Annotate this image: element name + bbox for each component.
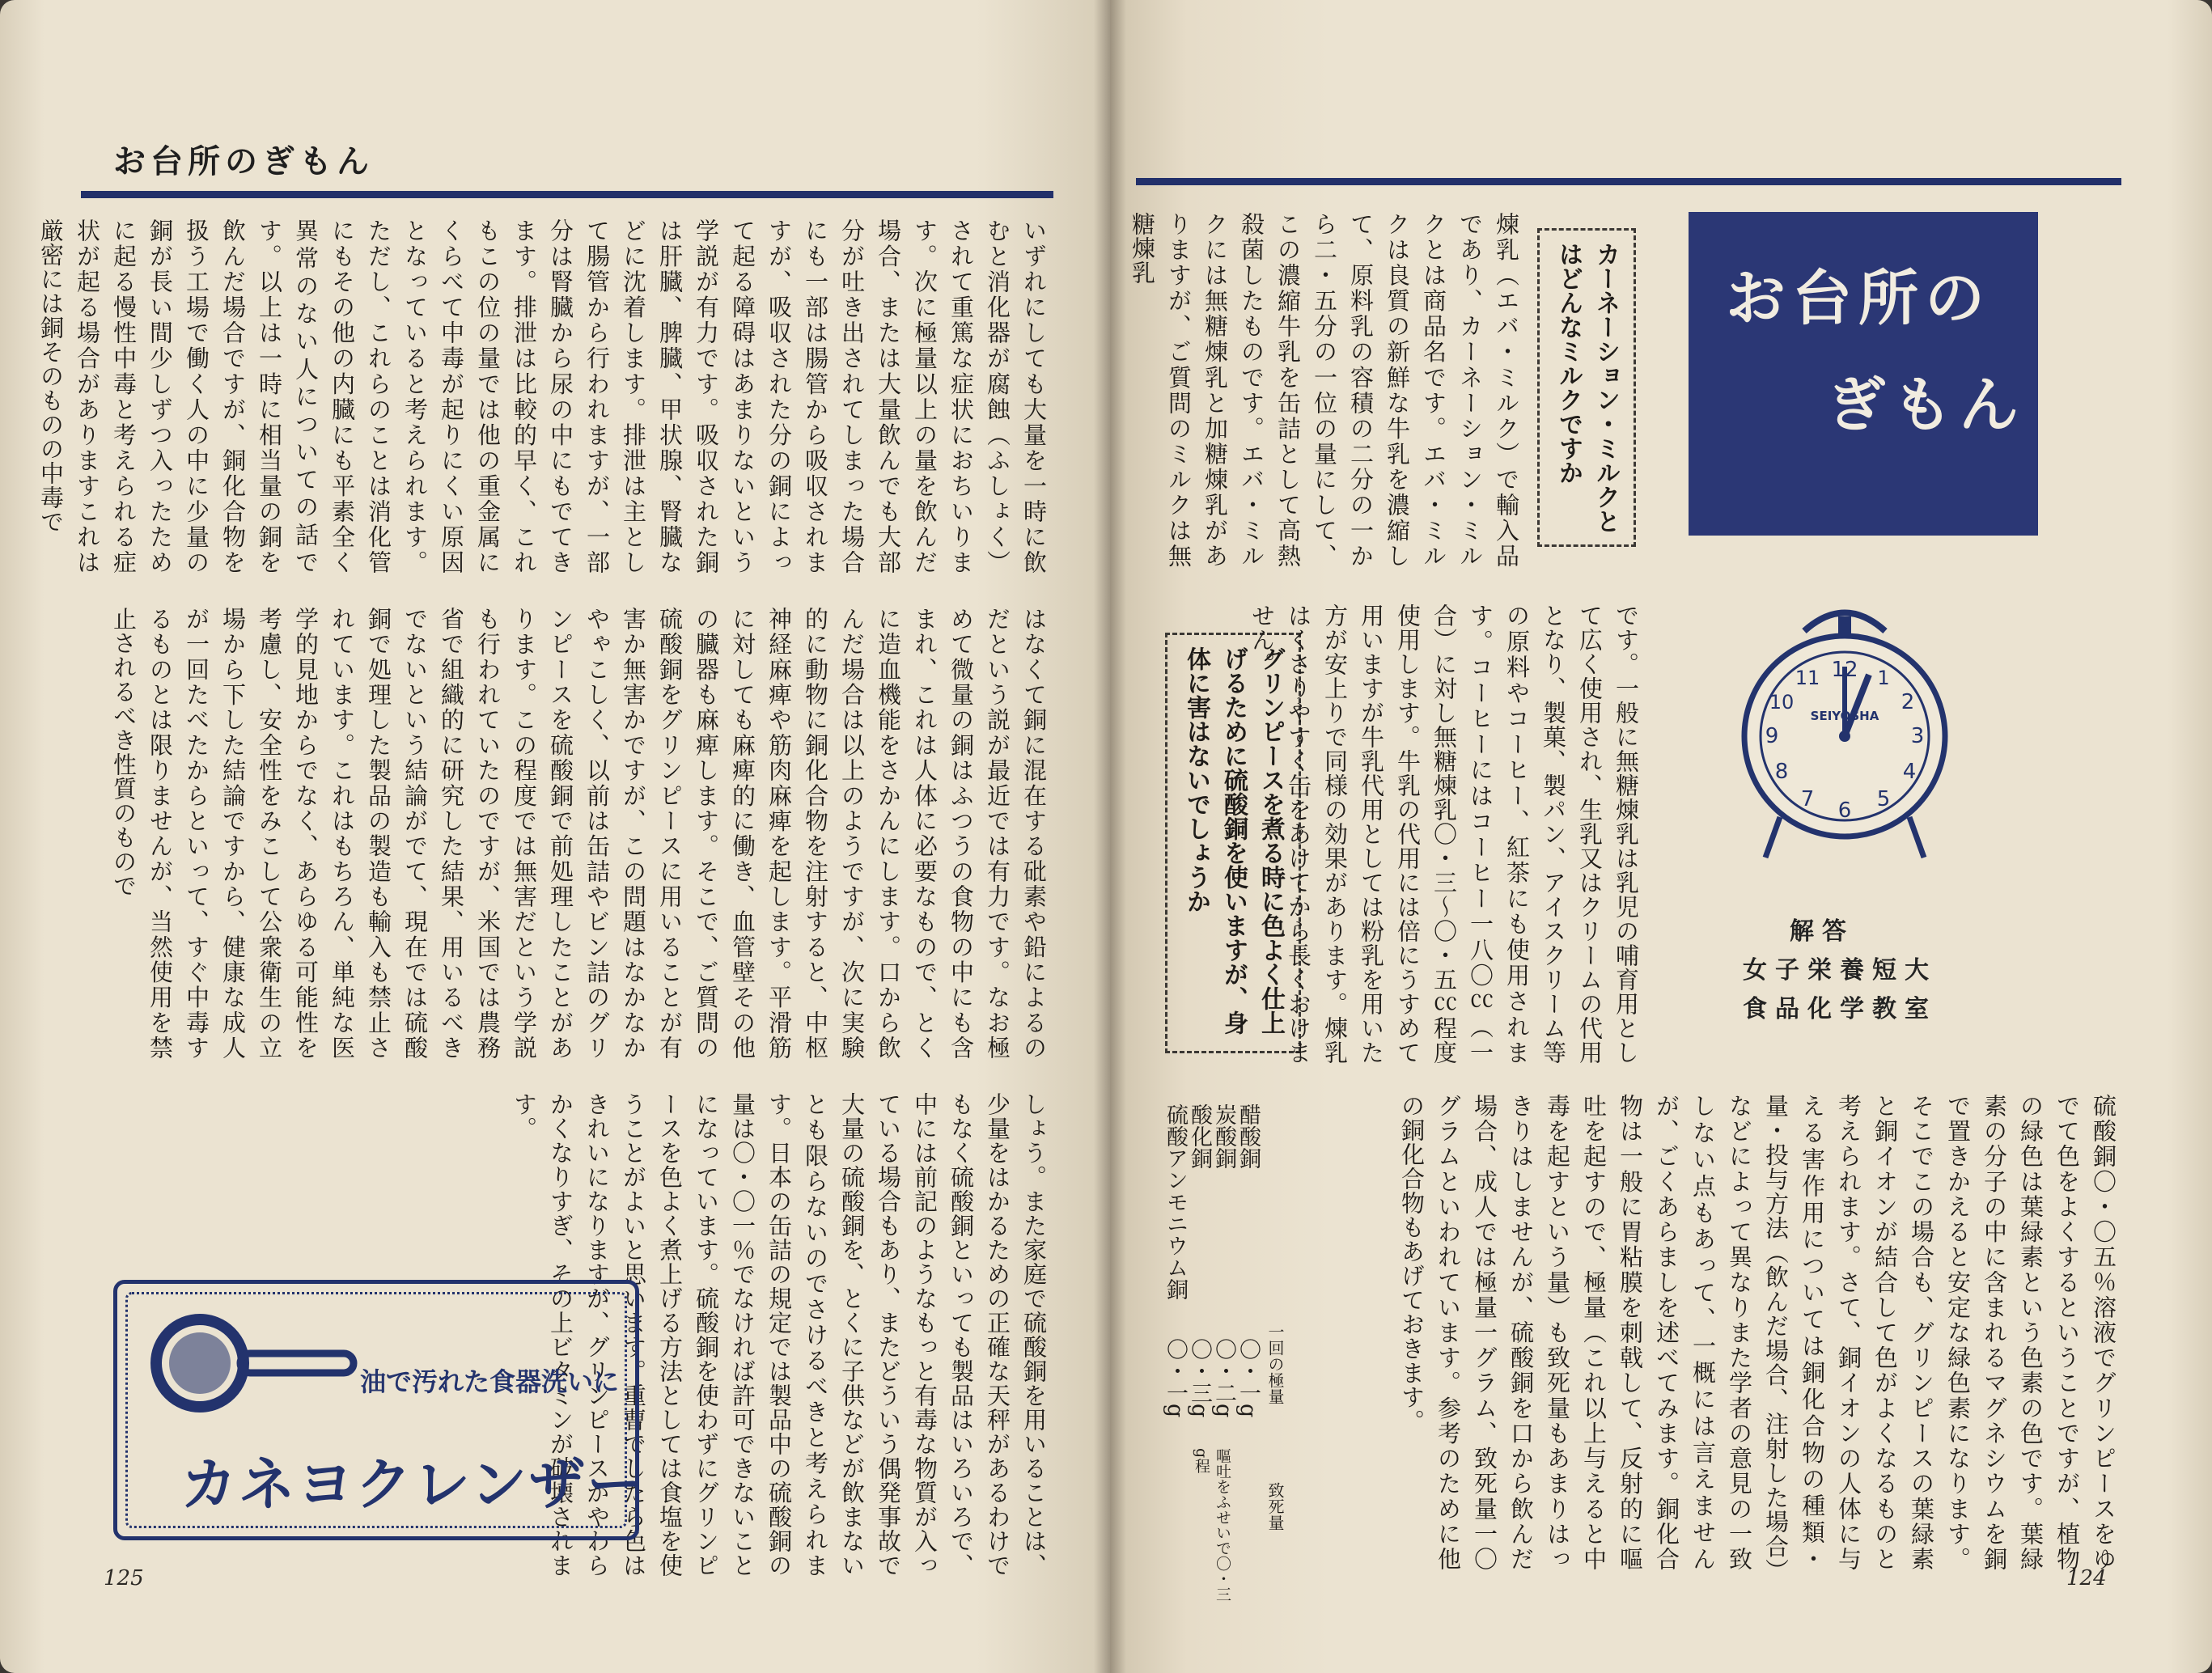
article-column-3: しょう。また家庭で硫酸銅を用いることは、少量をはかるための正確な天秤があるわけでもなく硫酸銅といっても製品はいろいろで、中には前記のようなもっと有毒な物質が入っている場合もあり、またどういう偶発事故で大量の硫酸銅を、とくに子供などが飲まないとも限らないのでさけるべきと考えられます。日本の缶詰の規定では製品中の硫酸銅の量は〇・〇一％でなければ許可できないことになっています。硫酸銅を使わずにグリンピースを色よく煮上げる方法としては食塩を使うことがよいと思います。重曹でしたら色はきれいになりますが、グリンピースがやわらかくなりすぎ、その上ビタミンが破壊されます。 [511,1092,1048,1578]
answer-label: 解答 [1790,917,1854,946]
article-column-2: はなくて銅に混在する砒素や鉛によるのだという説が最近では有力です。なお極めて微量の銅はふつうの食物の中にも含まれ、これは人体に必要なもので、とくに造血機能をさかんにします。口から飲んだ場合は以上のようですが、次に実験的に動物に銅化合物を注射すると、中枢神経麻痺や筋肉麻痺を起します。平滑筋に対しても麻痺的に働き、血管壁その他の臓器も麻痺します。そこで、ご質問の硫酸銅をグリンピースに用いることが有害か無害かですが、この問題はなかなかやゃこしく、以前は缶詰やビン詰のグリンピースを硫酸銅で前処理したことがあります。この程度では無害だという学説も行われていたのですが、米国では農務省で組織的に研究した結果、用いるべきでないという結論がでて、現在では硫酸銅で処理した製品の製造も輸入も禁止されています。これはもちろん、単純な医学的見地からでなく、あらゆる可能性を考慮し、安全性をみこして公衆衛生の立場から下した結論ですから、健康な成人が一回たべたからといって、すぐ中毒するものとは限りませんが、当然使用を禁止されるべき性質のもので [110,607,1048,1060]
article-column-1: いずれにしても大量を一時に飲むと消化器が腐蝕（ふしょく）されて重篤な症状におちいります。次に極量以上の量を飲んだ場合、または大量飲んでも大部分が吐き出されてしまった場合にも一部は腸管から吸収されますが、吸収された分の銅によって起る障碍はあまりないという学説が有力です。吸収された銅は肝臓、脾臓、甲状腺、腎臓などに沈着します。排泄は主として腸管から行われますが、一部分は腎臓から尿の中にもでてきます。排泄は比較的早く、これもこの位の量では他の重金属にくらべて中毒が起りにくい原因となっていると考えられます。ただし、これらのことは消化管にもその他の内臓にも平素全く異常のない人についての話です。以上は一時に相当量の銅を飲んだ場合ですが、銅化合物を扱う工場で働く人の中に少量の銅が長い間少しずつ入ったために起る慢性中毒と考えられる症状が起る場合がありますこれは厳密には銅そのものの中毒で [37,218,1048,574]
title-line-2: ぎもん [1826,371,2025,440]
header-rule-right [1136,178,2121,185]
chem-note: 嘔吐をふせいで〇・三g程 [1193,1448,1231,1602]
answer-affiliation-2: 食品化学教室 [1743,995,1937,1023]
ad-brand: カネヨクレンザー [180,1451,646,1518]
ad-tagline: 油で汚れた食器洗いに [360,1366,620,1397]
clock-numeral-8: 8 [1774,760,1789,784]
clock-numeral-10: 10 [1769,691,1795,714]
running-head: お台所のぎもん [113,143,374,180]
clock-numeral-2: 2 [1901,690,1915,714]
chem-compound-4: 硫酸アンモニウム銅 [1163,1103,1188,1300]
alarm-clock-icon [1731,599,1958,874]
clock-brand: SEIYOSHA [1810,709,1879,723]
clock-numeral-7: 7 [1800,787,1815,811]
clock-numeral-5: 5 [1876,787,1891,811]
title-line-1: お台所の [1726,264,1991,333]
right-page [1110,0,2212,1673]
advertisement [113,1280,646,1540]
chem-dose-1: 〇・一g [1235,1338,1261,1418]
chem-dose-3: 〇・三g [1187,1338,1212,1418]
answer1-column-1: 煉乳（エバ・ミルク）で輸入品であり、カーネーション・ミルクとは商品名です。エバ・ミルクは良質の新鮮な牛乳を濃縮して、原料乳の容積の二分の一から二・五分の一位の量にして、この濃縮牛乳を缶詰として高熱殺菌したものです。エバ・ミルクには無糖煉乳と加糖煉乳がありますが、ご質問のミルクは無糖煉乳 [1129,212,1520,568]
clock-numeral-11: 11 [1795,667,1820,689]
clock-numeral-6: 6 [1837,798,1852,823]
frying-pan-icon [150,1313,360,1418]
clock-numeral-3: 3 [1910,724,1925,748]
answer-affiliation-1: 女子栄養短大 [1743,956,1937,985]
page-number-left: 125 [104,1566,144,1590]
clock-numeral-1: 1 [1877,667,1890,689]
chem-dose-2: 〇・二g [1211,1338,1236,1418]
chem-header-dose: 一回の極量 [1265,1324,1285,1404]
chem-compound-3: 酸化銅 [1187,1103,1212,1169]
book-gutter [1094,0,1126,1673]
chem-compound-1: 醋酸銅 [1235,1103,1261,1169]
clock-numeral-9: 9 [1765,724,1779,748]
clock-numeral-4: 4 [1902,760,1917,784]
answer2-column: 硫酸銅〇・〇五％溶液でグリンピースをゆでて色をよくするということですが、植物の緑色は葉緑素という色素の色です。葉緑素の分子の中に含まれるマグネシウムを銅で置きかえると安定な緑色素になります。そこでこの場合も、グリンピースの葉緑素と銅イオンが結合して色がよくなるものと考えられます。さて、銅イオンの人体に与える害作用については銅化合物の種類・量・投与方法（飲んだ場合、注射した場合）などによって異なりまた学者の意見の一致しない点もあって、一概には言えませんが、ごくあらましを述べてみます。銅化合物は一般に胃粘膜を刺戟して、反射的に嘔吐を起すので、極量（これ以上与えると中毒を起すという量）も致死量もあまりはっきりはしませんが、硫酸銅を口から飲んだ場合、成人では極量一グラム、致死量一〇グラムといわれています。参考のために他の銅化合物もあげておきます。 [1398,1094,2117,1572]
question-box-1: カーネーション・ミルクとはどんなミルクですか [1537,228,1636,547]
question-box-2: グリンピースを煮る時に色よく仕上げるために硫酸銅を使いますが、身体に害はないでしょうか [1165,633,1301,1053]
header-rule [81,191,1053,198]
chem-compound-2: 炭酸銅 [1211,1103,1236,1169]
chem-dose-4: 〇・一g [1163,1338,1188,1418]
chem-header-lethal: 致死量 [1265,1482,1285,1531]
clock-numeral-12: 12 [1831,658,1858,682]
answer1-column-2: です。一般に無糖煉乳は乳児の哺育用として広く使用され、生乳又はクリームの代用となり、製菓、製パン、アイスクリーム等の原料やコーヒー、紅茶にも使用されます。コーヒーにはコーヒー一八〇㏄（一合）に対し無糖煉乳〇・三〜〇・五㏄程度使用します。牛乳の代用には倍にうすめて用いますが牛乳代用としては粉乳を用いた方が安上りで同様の効果があります。煉乳はくさりやすく缶をあけてから長くおけません。 [1248,604,1640,1065]
title-box [1689,212,2038,536]
page-number-right: 124 [2066,1566,2107,1590]
